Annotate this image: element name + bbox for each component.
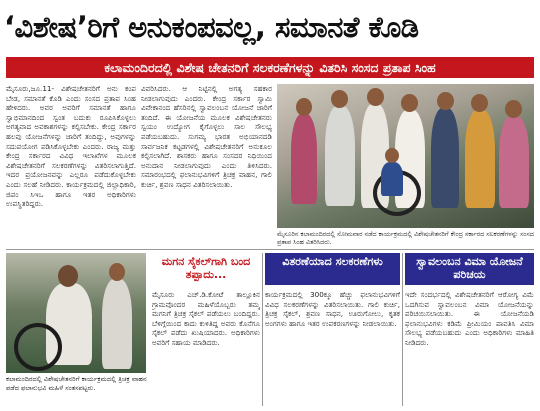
- photo-caption: ಮೈಸೂರಿನ ಕಲಾಮಂದಿರದಲ್ಲಿ ಸೋಮವಾರ ನಡೆದ ಕಾರ್ಯಕ್ರಮದಲ್ಲಿ ವಿಶೇಷಚೇತನರಿಗೆ ಕೇಂದ್ರ ಸರ್ಕಾರದ ಸಲಕರಣೆಗಳನ್ನು ಸಂಸದ ಪ್ರತಾಪ ಸಿಂಹ ವಿತರಿಸಿದರು.: [277, 230, 534, 247]
- sidebar-story-equipment: ಕಾರ್ಯಕ್ರಮದಲ್ಲಿ 300ಕ್ಕೂ ಹೆಚ್ಚು ಫಲಾನುಭವಿಗಳಿಗೆ ವಿವಿಧ ಸಲಕರಣೆಗಳನ್ನು ವಿತರಿಸಲಾಯಿತು. ಗಾಲಿ ಕುರ್ಚಿ, ತ್ರಿಚಕ್ರ ಸೈಕಲ್, ಶ್ರವಣ ಸಾಧನ, ಊರುಗೋಲು, ಕೃತಕ ಅಂಗಗಳು ಹಾಗೂ ಇತರ ಉಪಕರಣಗಳನ್ನು ನೀಡಲಾಯಿತು.: [265, 290, 400, 328]
- column-divider: [402, 253, 403, 406]
- beneficiary-photo: [6, 253, 146, 373]
- headline: ‘ವಿಶೇಷ’ರಿಗೆ ಅನುಕಂಪವಲ್ಲ, ಸಮಾನತೆ ಕೊಡಿ: [4, 10, 419, 44]
- column-divider: [262, 253, 263, 406]
- sidebar-heading-insurance: ಸ್ವಾವಲಂಬನ ವಿಮಾ ಯೋಜನೆ ಪರಿಚಯ: [405, 253, 534, 285]
- sidebar-heading-cycle: ಮಗನ ಸೈಕಲ್‌ಗಾಗಿ ಬಂದ ತಪ್ಪಾದು...: [161, 255, 251, 281]
- subheadline-banner: ಕಲಾಮಂದಿರದಲ್ಲಿ ವಿಶೇಷ ಚೇತನರಿಗೆ ಸಲಕರಣೆಗಳನ್ನು ವಿತರಿಸಿ ಸಂಸದ ಪ್ರತಾಪ ಸಿಂಹ: [6, 57, 534, 78]
- section-divider: [6, 249, 534, 250]
- event-photo: [277, 84, 534, 228]
- sidebar-heading-equipment: ವಿತರಣೆಯಾದ ಸಲಕರಣೆಗಳು: [265, 253, 400, 285]
- sidebar-story-insurance: ಇದೇ ಸಂದರ್ಭದಲ್ಲಿ ವಿಶೇಷಚೇತನರಿಗೆ ಆರೋಗ್ಯ ವಿಮೆ ಒದಗಿಸುವ ಸ್ವಾವಲಂಬನ ವಿಮಾ ಯೋಜನೆಯನ್ನು ಪರಿಚಯಿಸಲಾಯಿತು. ಈ ಯೋಜನೆಯಡಿ ಫಲಾನುಭವಿಗಳು ಕಡಿಮೆ ಪ್ರೀಮಿಯಂ ಪಾವತಿಸಿ ವಿಮಾ ಸೌಲಭ್ಯ ಪಡೆಯಬಹುದು ಎಂದು ಅಧಿಕಾರಿಗಳು ಮಾಹಿತಿ ನೀಡಿದರು.: [405, 290, 534, 347]
- photo-caption-2: ಕಲಾಮಂದಿರದಲ್ಲಿ ವಿಶೇಷಚೇತನರಿಗೆ ಕಾರ್ಯಕ್ರಮದಲ್ಲಿ ತ್ರಿಚಕ್ರ ವಾಹನ ಪಡೆದ ಫಲಾನುಭವಿ ಮಹಿಳೆ ಸಂತಸಪಟ್ಟರು.: [6, 375, 147, 392]
- article-column-1: ಮೈಸೂರು,ಜೂ.11- ವಿಶೇಷಚೇತನರಿಗೆ ಅನು ಕಂಪ ಬೇಡ, ಸಮಾನತೆ ಕೊಡಿ ಎಂದು ಸಂಸದ ಪ್ರತಾಪ ಸಿಂಹ ಹೇಳಿದರು. ಅವರ ಅವರಿಗೆ ಸಮಾನತೆ ಹಾಗೂ ಸ್ವಾಭಿಮಾನದಿಂದ ಸ್ವಂತ ಬದುಕು ರೂಪಿಸಿಕೊಳ್ಳಲು ಅಗತ್ಯವಾದ ಅವಕಾಶಗಳನ್ನು ಕಲ್ಪಿಸಬೇಕು. ಕೇಂದ್ರ ಸರ್ಕಾರ ಹಲವು ಯೋಜನೆಗಳನ್ನು ಜಾರಿಗೆ ತಂದಿದ್ದು, ಅವುಗಳನ್ನು ಸದುಪಯೋಗ ಪಡಿಸಿಕೊಳ್ಳಬೇಕು ಎಂದರು. ರಾಜ್ಯ ಮತ್ತು ಕೇಂದ್ರ ಸರ್ಕಾರದ ವಿವಿಧ ಇಲಾಖೆಗಳ ಮೂಲಕ ವಿಶೇಷಚೇತನರಿಗೆ ಸಲಕರಣೆಗಳನ್ನು ವಿತರಿಸಲಾಗುತ್ತಿದೆ. ಇದರ ಪ್ರಯೋಜನವನ್ನು ಎಲ್ಲರೂ ಪಡೆದುಕೊಳ್ಳಬೇಕು ಎಂದು ಸಲಹೆ ನೀಡಿದರು. ಕಾರ್ಯಕ್ರಮದಲ್ಲಿ ಜಿಲ್ಲಾಧಿಕಾರಿ, ಜಿಪಂ ಸಿಇಒ ಹಾಗೂ ಇತರ ಅಧಿಕಾರಿಗಳು ಉಪಸ್ಥಿತರಿದ್ದರು.: [6, 84, 136, 209]
- sidebar-story-cycle: ಮೈಸೂರು ಎಚ್.ಡಿ.ಕೋಟೆ ತಾಲ್ಲೂಕಿನ ಗ್ರಾಮವೊಂದರ ಮಹಿಳೆಯೊಬ್ಬರು ತಮ್ಮ ಮಗನಿಗೆ ತ್ರಿಚಕ್ರ ಸೈಕಲ್ ಪಡೆಯಲು ಬಂದಿದ್ದರು. ಬೆಳಿಗ್ಗೆಯಿಂದ ಕಾದು ಕುಳಿತಿದ್ದ ಅವರು ಕೊನೆಗೂ ಸೈಕಲ್ ಪಡೆದು ಖುಷಿಯಾದರು. ಅಧಿಕಾರಿಗಳು ಅವರಿಗೆ ಸಹಾಯ ಮಾಡಿದರು.: [152, 290, 260, 347]
- article-column-2: ವಿವರಿಸಿದರು. ಆ ನಿಟ್ಟಿನಲ್ಲಿ ಅಗತ್ಯ ಸಹಕಾರ ನೀಡಲಾಗುವುದು ಎಂದರು. ಕೇಂದ್ರ ಸರ್ಕಾರ ಸ್ವಾಮಿ ವಿವೇಕಾನಂದ ಹೆಸರಿನಲ್ಲಿ ಸ್ವಾವಲಂಬನ ಯೋಜನೆ ಜಾರಿಗೆ ತಂದಿದೆ. ಈ ಯೋಜನೆಯ ಮೂಲಕ ವಿಶೇಷಚೇತನರು ಸ್ವಯಂ ಉದ್ಯೋಗ ಕೈಗೊಳ್ಳಲು ಸಾಲ ಸೌಲಭ್ಯ ಪಡೆಯಬಹುದು. ಸುಗಮ್ಯ ಭಾರತ ಅಭಿಯಾನದಡಿ ಸಾರ್ವಜನಿಕ ಕಟ್ಟಡಗಳಲ್ಲಿ ವಿಶೇಷಚೇತನರಿಗೆ ಅನುಕೂಲ ಕಲ್ಪಿಸಲಾಗಿದೆ. ಶಾಸಕರು ಹಾಗೂ ಸಂಸದರ ನಿಧಿಯಿಂದ ಅನುದಾನ ನೀಡಲಾಗುವುದು ಎಂದು ತಿಳಿಸಿದರು. ಸಮಾರಂಭದಲ್ಲಿ ಫಲಾನುಭವಿಗಳಿಗೆ ತ್ರಿಚಕ್ರ ವಾಹನ, ಗಾಲಿ ಕುರ್ಚಿ, ಶ್ರವಣ ಸಾಧನ ವಿತರಿಸಲಾಯಿತು.: [141, 84, 272, 189]
